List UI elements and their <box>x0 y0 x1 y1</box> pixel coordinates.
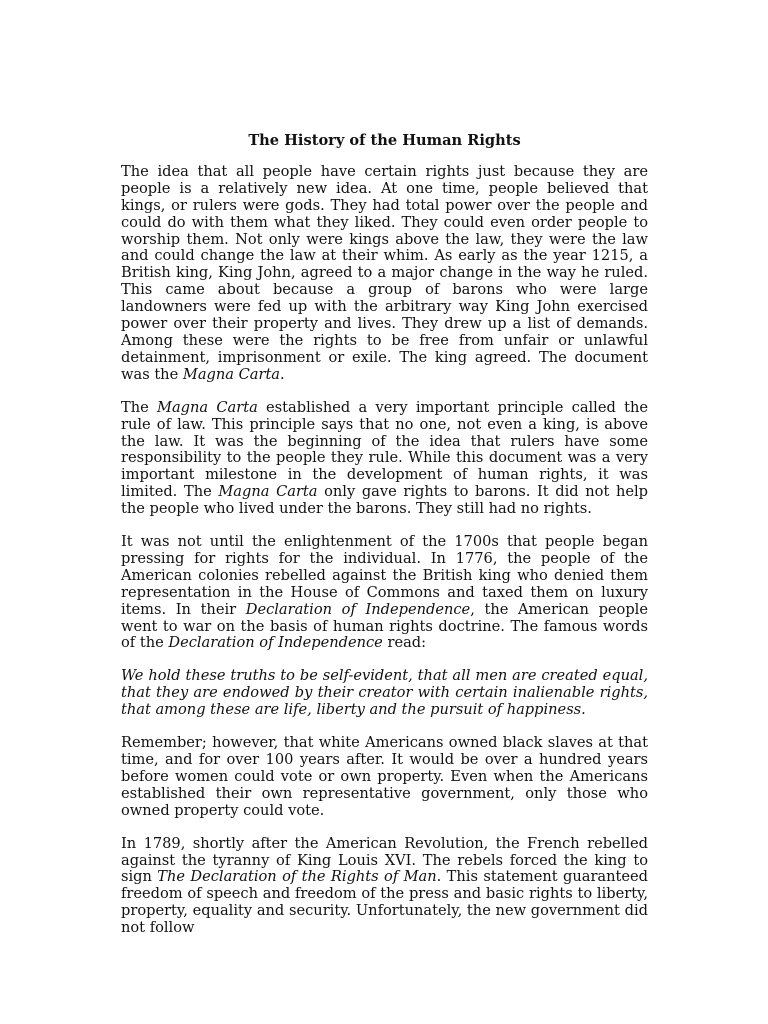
paragraph-3-middle: , the American people went to war on the basis of human rights doctrine. The famous words of the <box>121 600 648 652</box>
paragraph-2-end: only gave rights to barons. It did not help the people who lived under the barons. They still had no rights. <box>121 483 648 518</box>
paragraph-6 <box>121 836 648 937</box>
paragraph-6-end: . This statement guaranteed freedom of speech and freedom of the press and basic rights to liberty, property, equality and security. Unfortunately, the new government did not follow <box>121 868 649 937</box>
paragraph-1-text: The idea that all people have certain rights just because they are people is a relatively new idea. At one time, people believed that kings, or rulers were gods. They had total power over the people and could do with them what they liked. They could even order people to worship them. Not only were kings above the law, they were the law and could change the law at their whim. As early as the year 1215, a British king, King John, agreed to a major change in the way he ruled. This came about because a group of barons who were large landowners were fed up with the arbitrary way King John exercised power over their property and lives. They drew up a list of demands. Among these were the rights to be free from unfair or unlawful detainment, imprisonment or exile. The king agreed. The document was the <box>121 162 648 383</box>
document-page <box>121 133 648 953</box>
magna-carta-title: Magna Carta <box>157 398 258 416</box>
declaration-title: Declaration of Independence <box>245 600 471 618</box>
paragraph-2-text: established a very important principle called the rule of law. This principle says that no one, not even a king, is above the law. It was the beginning of the idea that rulers have some responsibility to the people they rule. While this document was a very important milestone in the development of human rights, it was limited. The <box>121 398 648 501</box>
paragraph-3-text: It was not until the enlightenment of the 1700s that people began pressing for rights for the individual. In 1776, the people of the American colonies rebelled against the British king who denied them representation in the House of Commons and taxed them on luxury items. In their <box>121 533 648 618</box>
paragraph-2 <box>121 400 648 518</box>
paragraph-5: Remember; however, that white Americans owned black slaves at that time, and for over 100 years after. It would be over a hundred years before women could vote or own property. Even when the Americans established their own representative government, only those who owned property could vote. <box>121 734 648 819</box>
magna-carta-title: Magna Carta <box>218 483 318 501</box>
paragraph-3-end: read: <box>382 634 427 652</box>
paragraph-1 <box>121 164 648 384</box>
declaration-quote: We hold these truths to be self-evident, that all men are created equal, that they are endowed by their creator with certain inalienable rights, that among these are life, liberty and the pursuit of happiness. <box>121 667 648 719</box>
paragraph-2-start: The <box>121 398 158 416</box>
magna-carta-title: Magna Carta <box>182 365 281 383</box>
paragraph-6-text: In 1789, shortly after the American Revolution, the French rebelled against the tyranny of King Louis XVI. The rebels forced the king to sign <box>121 834 648 886</box>
document-title: The History of the Human Rights <box>248 132 521 149</box>
paragraph-3 <box>121 534 648 652</box>
declaration-title: Declaration of Independence <box>168 634 383 652</box>
paragraph-1-end: . <box>280 365 285 383</box>
rights-of-man-title: The Declaration of the Rights of Man <box>157 868 437 886</box>
